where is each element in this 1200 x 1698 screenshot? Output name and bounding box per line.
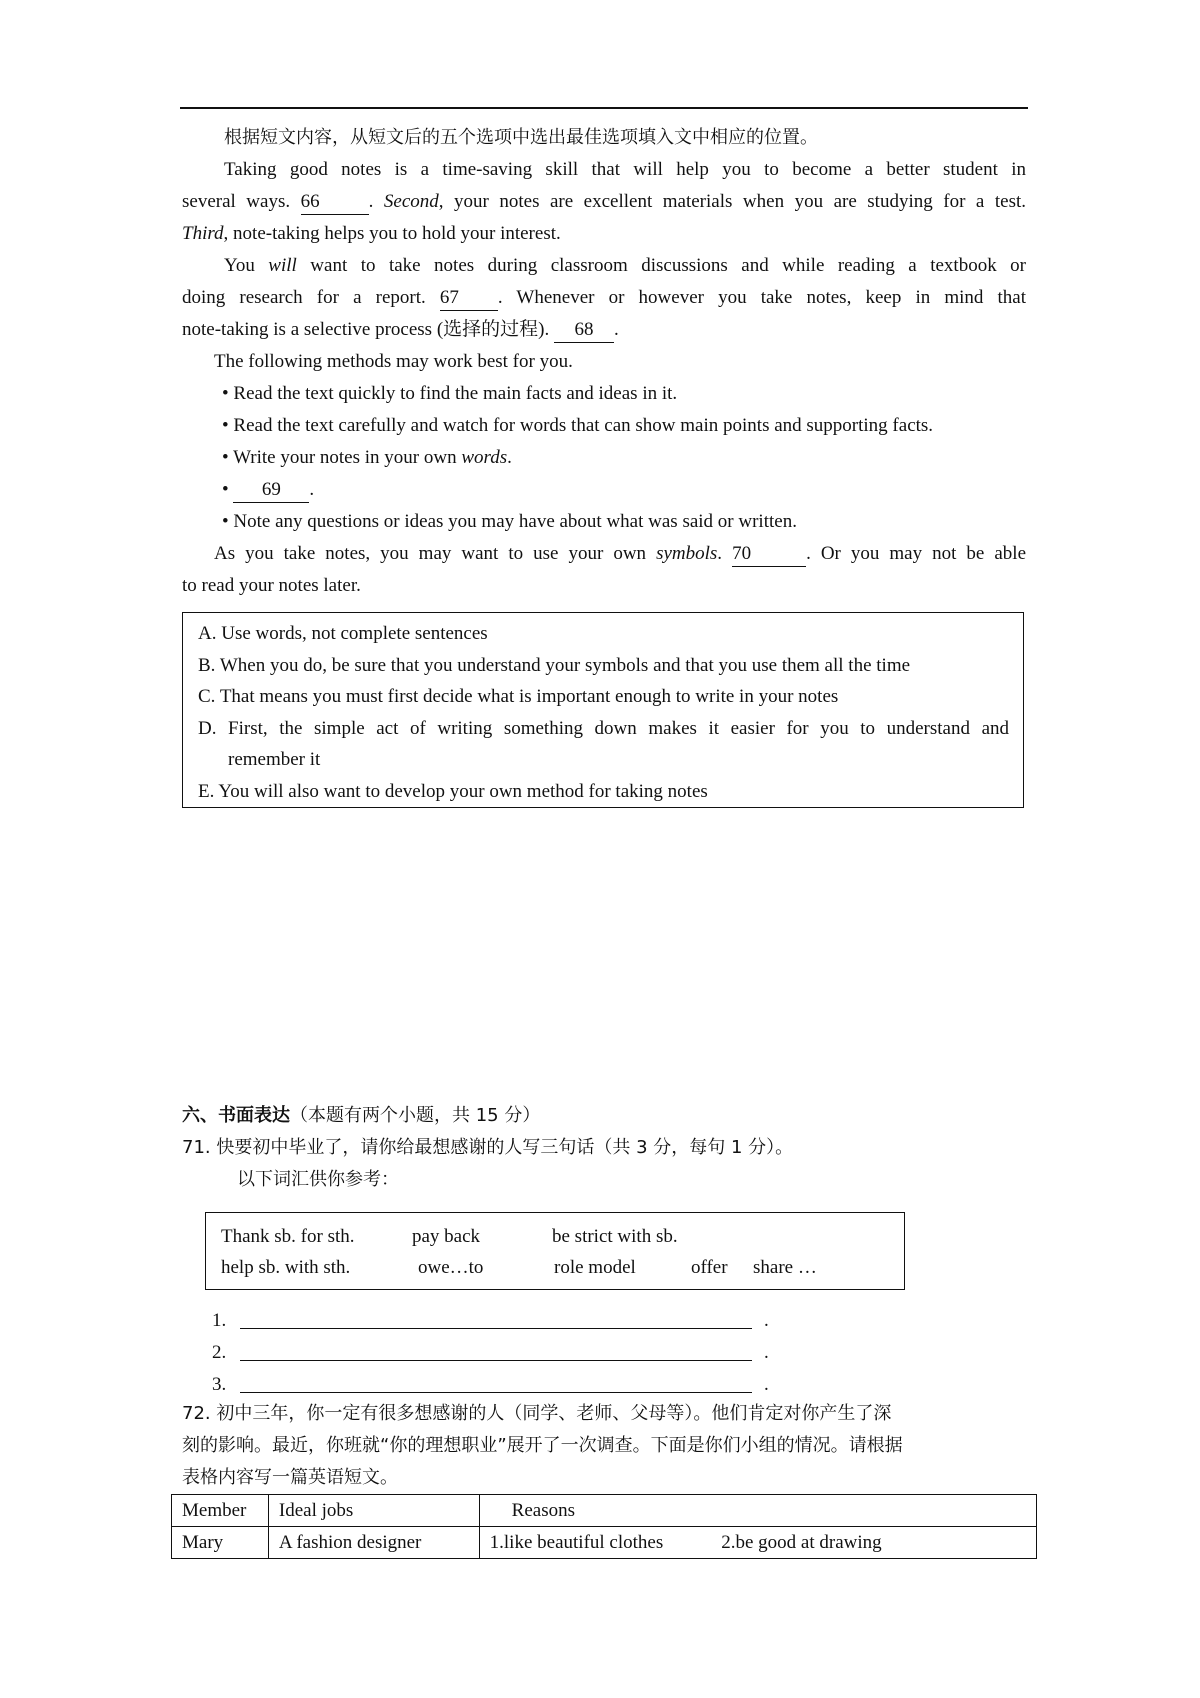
passage-text: , your notes are excellent materials when you are studying for a test. [438,191,1026,212]
bullet-item [182,474,1026,506]
vocab-item: role model [554,1257,636,1278]
question-71: 71. 快要初中毕业了，请你给最想感谢的人写三句话（共 3 分，每句 1 分）。 [182,1137,794,1158]
answer-number: 1. [212,1310,227,1331]
cell-job: A fashion designer [268,1527,479,1559]
bullet-text: . [309,479,315,500]
passage-text: . Whenever or however you take notes, keep in mind that [497,287,1027,308]
passage-line [182,314,1026,346]
passage-line [182,186,1026,218]
passage-line: The following methods may work best for you. [214,351,573,372]
header-member: Member [172,1495,269,1527]
top-rule [180,107,1028,109]
bullet-item [182,378,1026,410]
question-72 [182,1398,1026,1494]
passage-italic: will [268,255,297,276]
blank-69[interactable]: 69 [233,478,309,503]
option-a[interactable]: A. Use words, not complete sentences [198,623,488,644]
option-e[interactable]: E. You will also want to develop your own method for taking notes [198,780,708,802]
answer-line-3[interactable] [212,1369,792,1401]
cell-member: Mary [172,1527,269,1559]
ideal-jobs-table [171,1494,1037,1559]
vocab-row [221,1221,904,1252]
vocab-item: help sb. with sth. [221,1257,351,1278]
question-72-line: 表格内容写一篇英语短文。 [182,1467,398,1488]
bullet-icon: • [222,479,229,500]
question-71-hint: 以下词汇供你参考： [237,1169,399,1190]
passage-text: . Or you may not be able [806,543,1027,564]
cell-reasons [479,1527,1036,1559]
bullet-item [182,442,1026,474]
passage-text: want to take notes during classroom discussions and while reading a textbook or [296,255,1026,276]
answer-period: . [764,1342,769,1363]
passage-text: . [614,319,619,340]
table-header-row [172,1495,1037,1527]
passage-italic: words [461,447,508,468]
answer-rule [240,1328,752,1329]
passage-line: to read your notes later. [182,575,361,596]
header-reasons: Reasons [479,1495,1036,1527]
passage-line [182,282,1026,314]
passage-text: Taking good notes is a time-saving skill that will help you to become a better student in [224,159,1026,180]
bullet-icon: • [222,415,229,436]
passage-line [182,250,1026,282]
option-d[interactable]: D. First, the simple act of writing something down makes it easier for you to understand and [198,717,1009,739]
vocab-item: pay back [412,1226,481,1247]
vocab-box [205,1212,905,1290]
section-heading [182,1100,1026,1132]
passage-text: , note-taking helps you to hold your interest. [223,223,561,244]
passage-text: doing research for a report. [182,287,426,308]
instruction: 根据短文内容，从短文后的五个选项中选出最佳选项填入文中相应的位置。 [224,127,818,148]
vocab-item: owe…to [418,1257,484,1278]
bullet-text: Write your notes in your own [233,447,462,468]
passage-line [182,154,1026,186]
passage-text: . [368,191,384,212]
passage-text: several ways. [182,191,291,212]
writing-section [182,1100,1026,1196]
passage-text: . [717,543,723,564]
bullet-text: Read the text quickly to find the main facts and ideas in it. [233,383,678,404]
section-note: （本题有两个小题，共 15 分） [290,1105,541,1126]
bullet-text: Read the text carefully and watch for words that can show main points and supporting facts. [233,415,934,436]
answer-rule [240,1392,752,1393]
question-72-line: 72. 初中三年，你一定有很多想感谢的人（同学、老师、父母等）。他们肯定对你产生了深 [182,1403,892,1424]
blank-66[interactable]: 66 [301,190,369,215]
reason-1: 1.like beautiful clothes [489,1531,664,1553]
question-72-line: 刻的影响。最近，你班就“你的理想职业”展开了一次调查。下面是你们小组的情况。请根据 [182,1435,903,1456]
header-ideal-jobs: Ideal jobs [268,1495,479,1527]
table-row [172,1527,1037,1559]
vocab-item: share … [753,1257,817,1278]
vocab-item: Thank sb. for sth. [221,1226,355,1247]
passage-text: As you take notes, you may want to use your own [214,543,657,564]
passage-text: note-taking is a selective process (选择的过程). [182,319,550,340]
bullet-icon: • [222,383,229,404]
answer-period: . [764,1374,769,1395]
answer-rule [240,1360,752,1361]
vocab-item: offer [691,1257,728,1278]
blank-68[interactable]: 68 [554,318,614,343]
answer-number: 3. [212,1374,227,1395]
passage-italic: symbols [656,543,718,564]
passage-line [182,538,1026,570]
reason-2: 2.be good at drawing [721,1531,882,1553]
option-d-continued[interactable]: remember it [228,749,321,770]
blank-67[interactable]: 67 [440,286,498,311]
answer-line-1[interactable] [212,1305,792,1337]
reading-passage [182,122,1026,602]
passage-text: You [224,255,269,276]
bullet-icon: • [222,447,229,468]
passage-italic: Third [182,223,224,244]
passage-line [182,218,1026,250]
section-title: 六、书面表达 [182,1105,290,1126]
answer-period: . [764,1310,769,1331]
bullet-icon: • [222,511,229,532]
passage-italic: Second [383,191,439,212]
vocab-item: be strict with sb. [552,1226,678,1247]
answer-number: 2. [212,1342,227,1363]
answer-lines [212,1305,792,1401]
answer-line-2[interactable] [212,1337,792,1369]
bullet-item [182,410,1026,442]
options-box [182,612,1024,808]
vocab-row [221,1252,904,1283]
option-b[interactable]: B. When you do, be sure that you understand your symbols and that you use them all the time [198,654,911,676]
bullet-text: . [507,447,512,468]
bullet-item [182,506,1026,538]
bullet-text: Note any questions or ideas you may have about what was said or written. [233,511,797,532]
blank-70[interactable]: 70 [732,542,806,567]
option-c[interactable]: C. That means you must first decide what is important enough to write in your notes [198,686,839,707]
